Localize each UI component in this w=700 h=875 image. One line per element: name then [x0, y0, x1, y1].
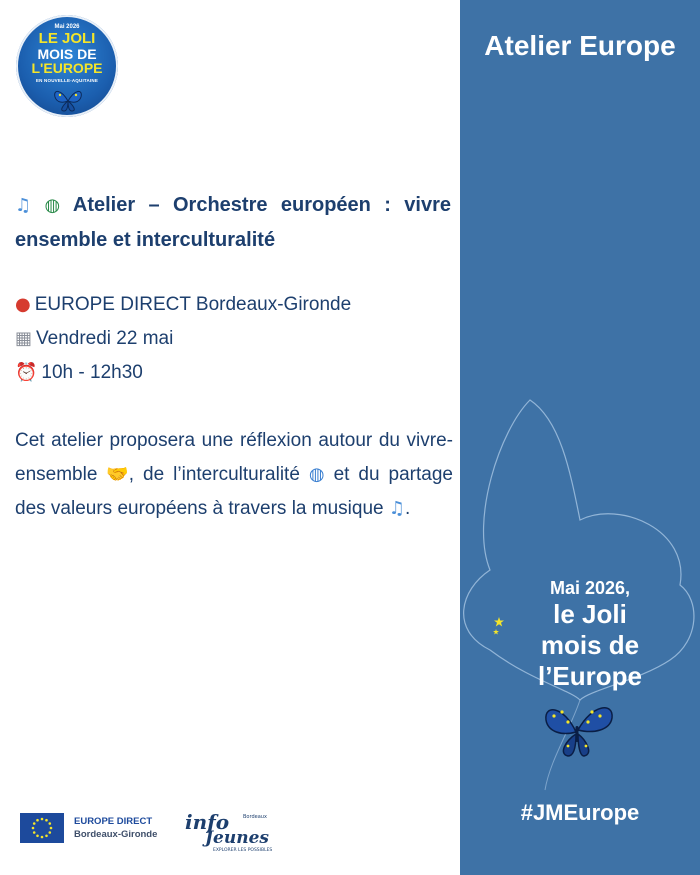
joli-mois-line-3: mois de: [540, 630, 640, 660]
badge-line-1: LE JOLI: [38, 30, 96, 47]
calendar-icon: ▦: [15, 328, 33, 349]
badge-subtitle: EN NOUVELLE-AQUITAINE: [35, 78, 99, 83]
time-text: 10h - 12h30: [41, 362, 143, 383]
joli-mois-line-1: Mai 2026,: [549, 578, 631, 598]
joli-mois-europe-logo: [16, 15, 118, 117]
date-row: [15, 322, 455, 356]
globe-icon: ◍: [44, 195, 61, 216]
hashtag: #JMEurope: [520, 800, 640, 825]
sidebar-title: Atelier Europe: [484, 30, 676, 61]
time-row: [15, 356, 455, 390]
sidebar-panel: [460, 0, 700, 875]
badge-line-3: L'EUROPE: [31, 60, 103, 76]
info-jeunes-tag: Bordeaux: [243, 814, 267, 820]
music-notes-icon: ♫: [388, 498, 406, 519]
info-jeunes-word-2: Jeunes: [205, 828, 269, 848]
eu-flag-icon: [20, 813, 64, 843]
desc-part-4: .: [405, 498, 411, 519]
joli-mois-line-2: le Joli: [553, 599, 627, 629]
event-title: [15, 188, 451, 257]
info-jeunes-tagline: EXPLORER LES POSSIBLES: [213, 848, 273, 853]
europe-direct-title: EUROPE DIRECT: [74, 816, 153, 827]
badge-line-2: MOIS DE: [37, 46, 97, 62]
joli-mois-line-4: l’Europe: [537, 661, 642, 691]
event-description: [15, 424, 453, 526]
butterfly-icon: [51, 87, 85, 113]
info-jeunes-word-1: info: [185, 810, 230, 834]
europe-direct-subtitle: Bordeaux-Gironde: [74, 829, 158, 840]
badge-year: Mai 2026: [54, 24, 80, 30]
handshake-icon: 🤝: [106, 464, 129, 485]
location-text: EUROPE DIRECT Bordeaux-Gironde: [34, 294, 352, 315]
desc-part-3: et du partage des valeurs européens à travers la musique: [15, 464, 453, 519]
event-info: [15, 288, 455, 390]
info-jeunes-logo: [183, 809, 278, 853]
butterfly-icon: [540, 700, 616, 760]
europe-direct-text: [74, 815, 157, 841]
europe-direct-logo: [20, 813, 157, 843]
music-notes-icon: ♫: [15, 195, 32, 216]
joli-mois-text: [525, 578, 655, 692]
desc-part-1: Cet atelier proposera une réflexion autour du vivre-ensemble: [15, 430, 453, 485]
date-text: Vendredi 22 mai: [36, 328, 174, 349]
globe-meridians-icon: ◍: [308, 464, 325, 485]
star-icon: [493, 617, 505, 635]
location-row: [15, 288, 455, 322]
alarm-clock-icon: ⏰: [15, 362, 38, 383]
pin-icon: ●: [15, 294, 31, 315]
desc-part-2: , de l’interculturalité: [128, 464, 300, 485]
event-title-text: Atelier – Orchestre européen : vivre ensemble et interculturalité: [15, 194, 451, 251]
